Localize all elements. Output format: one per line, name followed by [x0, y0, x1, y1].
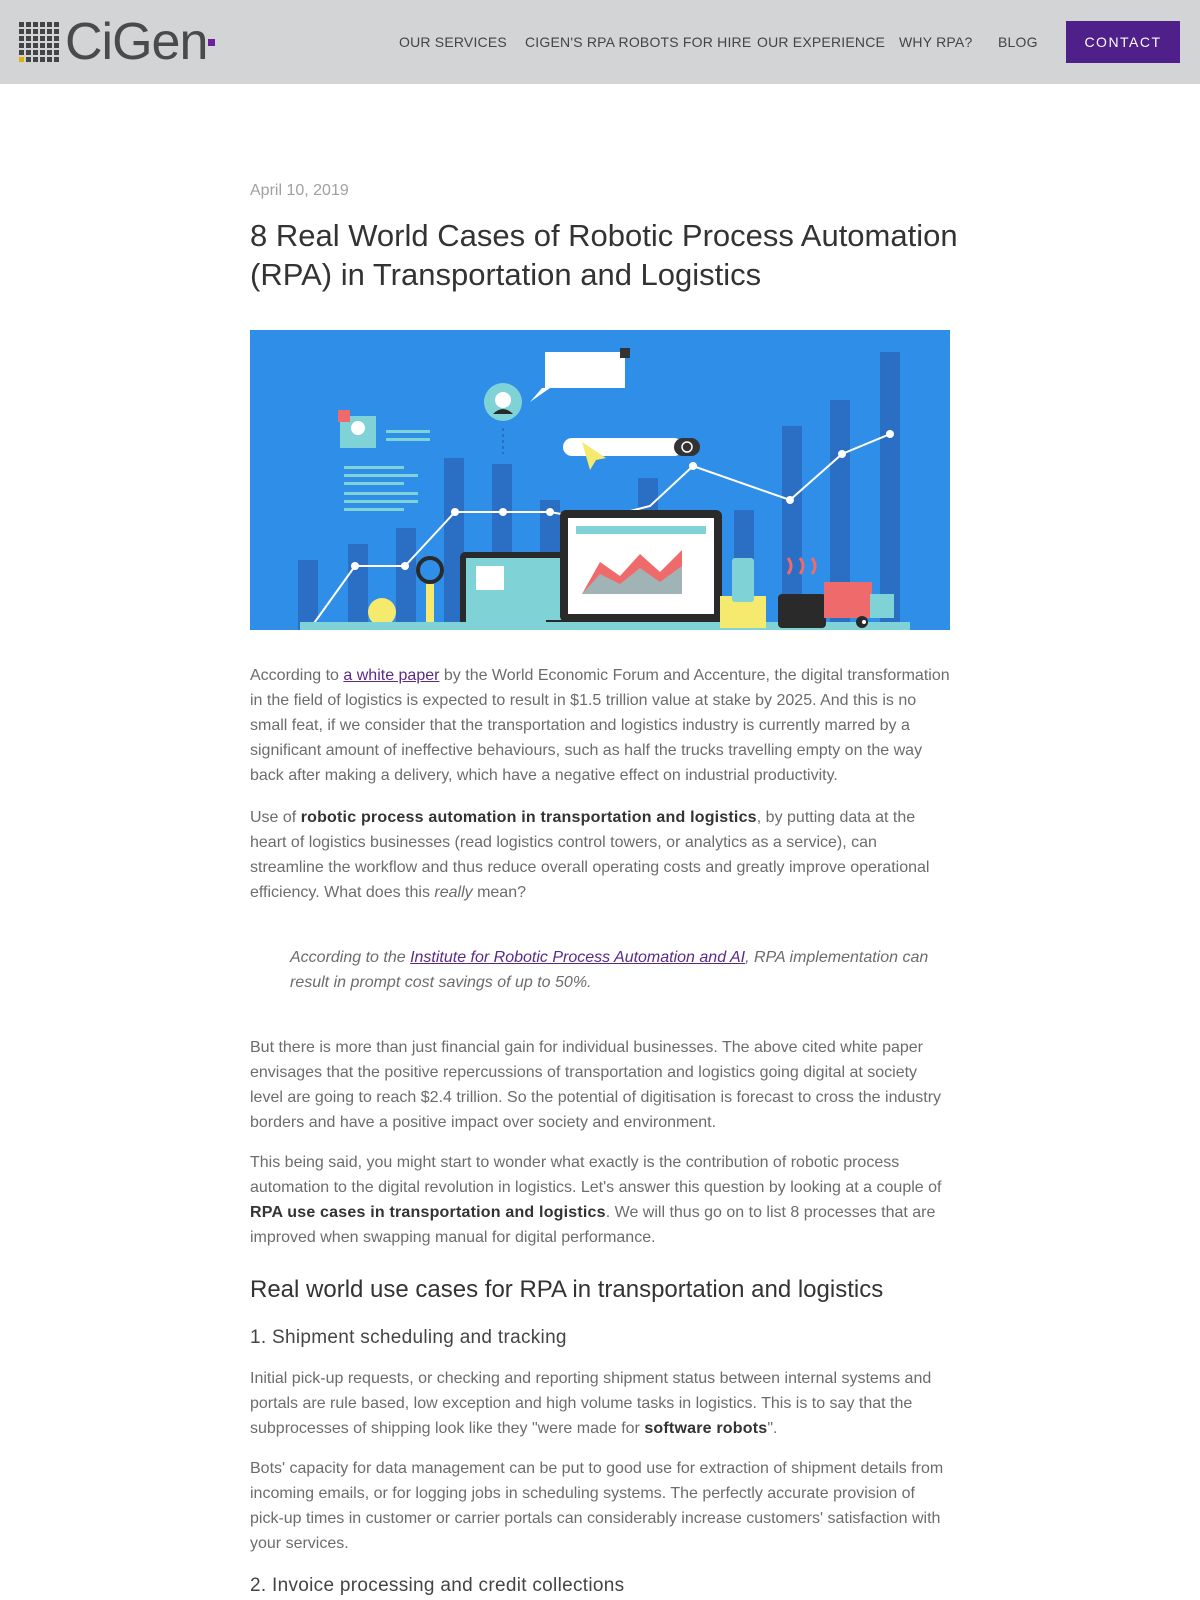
paragraph-intro — [250, 663, 950, 788]
quote-text-after: , RPA implementation can result in prompt cost savings of up to 50%. — [290, 949, 929, 991]
nav-our-experience[interactable]: OUR EXPERIENCE — [757, 34, 886, 50]
p2-bold-text: robotic process automation in transportation and logistics — [300, 809, 757, 826]
contact-button[interactable]: CONTACT — [1066, 21, 1180, 63]
logo-text: CiGen — [65, 13, 208, 71]
paragraph-rpa-use — [250, 805, 950, 905]
p2-text-after: mean? — [472, 884, 526, 901]
logo-grid-icon — [19, 22, 59, 62]
cigen-logo[interactable] — [19, 13, 215, 71]
site-header — [0, 0, 1200, 84]
p2-italic-text: really — [434, 884, 473, 901]
blockquote — [290, 945, 930, 995]
post-title: 8 Real World Cases of Robotic Process Automation (RPA) in Transportation and Logistics — [250, 218, 958, 292]
p4-text-after: . We will thus go on to list 8 processes that are improved when swapping manual for digital performance. — [250, 1204, 936, 1246]
p1-text-before: According to — [250, 667, 344, 684]
hero-illustration — [250, 330, 950, 630]
subheading-invoice: 2. Invoice processing and credit collections — [250, 1575, 625, 1596]
p5-text-after: ". — [767, 1420, 778, 1437]
paragraph-bots-capacity: Bots' capacity for data management can be put to good use for extraction of shipment details from incoming emails, or for logging jobs in scheduling systems. The perfectly accurate provision of pick-up times in customer or carrier portals can considerably increase customers' satisfaction with your services. — [250, 1460, 944, 1552]
post-date: April 10, 2019 — [250, 182, 349, 199]
nav-why-rpa[interactable]: WHY RPA? — [899, 34, 973, 50]
nav-robots-for-hire[interactable]: CIGEN'S RPA ROBOTS FOR HIRE — [525, 34, 752, 50]
subheading-shipment: 1. Shipment scheduling and tracking — [250, 1327, 567, 1348]
paragraph-shipment — [250, 1366, 950, 1441]
institute-link[interactable]: Institute for Robotic Process Automation and AI — [410, 949, 746, 966]
white-paper-link[interactable]: a white paper — [343, 667, 440, 684]
logo-dot — [208, 39, 215, 46]
p4-bold-text: RPA use cases in transportation and logistics — [250, 1204, 606, 1221]
nav-blog[interactable]: BLOG — [998, 34, 1038, 50]
nav-our-services[interactable]: OUR SERVICES — [399, 34, 507, 50]
p2-text-middle: , by putting data at the heart of logistics businesses (read logistics control towers, or analytics as a service), can streamline the workflow and thus reduce overall operating costs and greatly improve operational efficiency. What does this — [250, 809, 930, 901]
p1-text-after: by the World Economic Forum and Accenture, the digital transformation in the field of logistics is expected to result in $1.5 trillion value at stake by 2025. And this is no small feat, if we consider that the transportation and logistics industry is currently marred by a significant amount of ineffective behaviours, such as half the trucks travelling empty on the way back after making a delivery, which have a negative effect on industrial productivity. — [250, 667, 950, 784]
p4-text-before: This being said, you might start to wonder what exactly is the contribution of robotic process automation to the digital revolution in logistics. Let's answer this question by looking at a couple of — [250, 1154, 942, 1196]
section-heading: Real world use cases for RPA in transportation and logistics — [250, 1276, 884, 1303]
p5-bold-text: software robots — [644, 1420, 768, 1437]
analytics-illustration — [250, 330, 950, 630]
p5-text-before: Initial pick-up requests, or checking and reporting shipment status between internal systems and portals are rule based, low exception and high volume tasks in logistics. This is to say that the subprocesses of shipping look like they "were made for — [250, 1370, 932, 1437]
p2-text-before: Use of — [250, 809, 301, 826]
paragraph-contribution — [250, 1150, 950, 1250]
quote-text-before: According to the — [290, 949, 411, 966]
paragraph-society-gain: But there is more than just financial gain for individual businesses. The above cited white paper envisages that the positive repercussions of transportation and logistics going digital at society level are going to reach $2.4 trillion. So the potential of digitisation is forecast to cross the industry borders and have a positive impact over society and environment. — [250, 1039, 942, 1131]
